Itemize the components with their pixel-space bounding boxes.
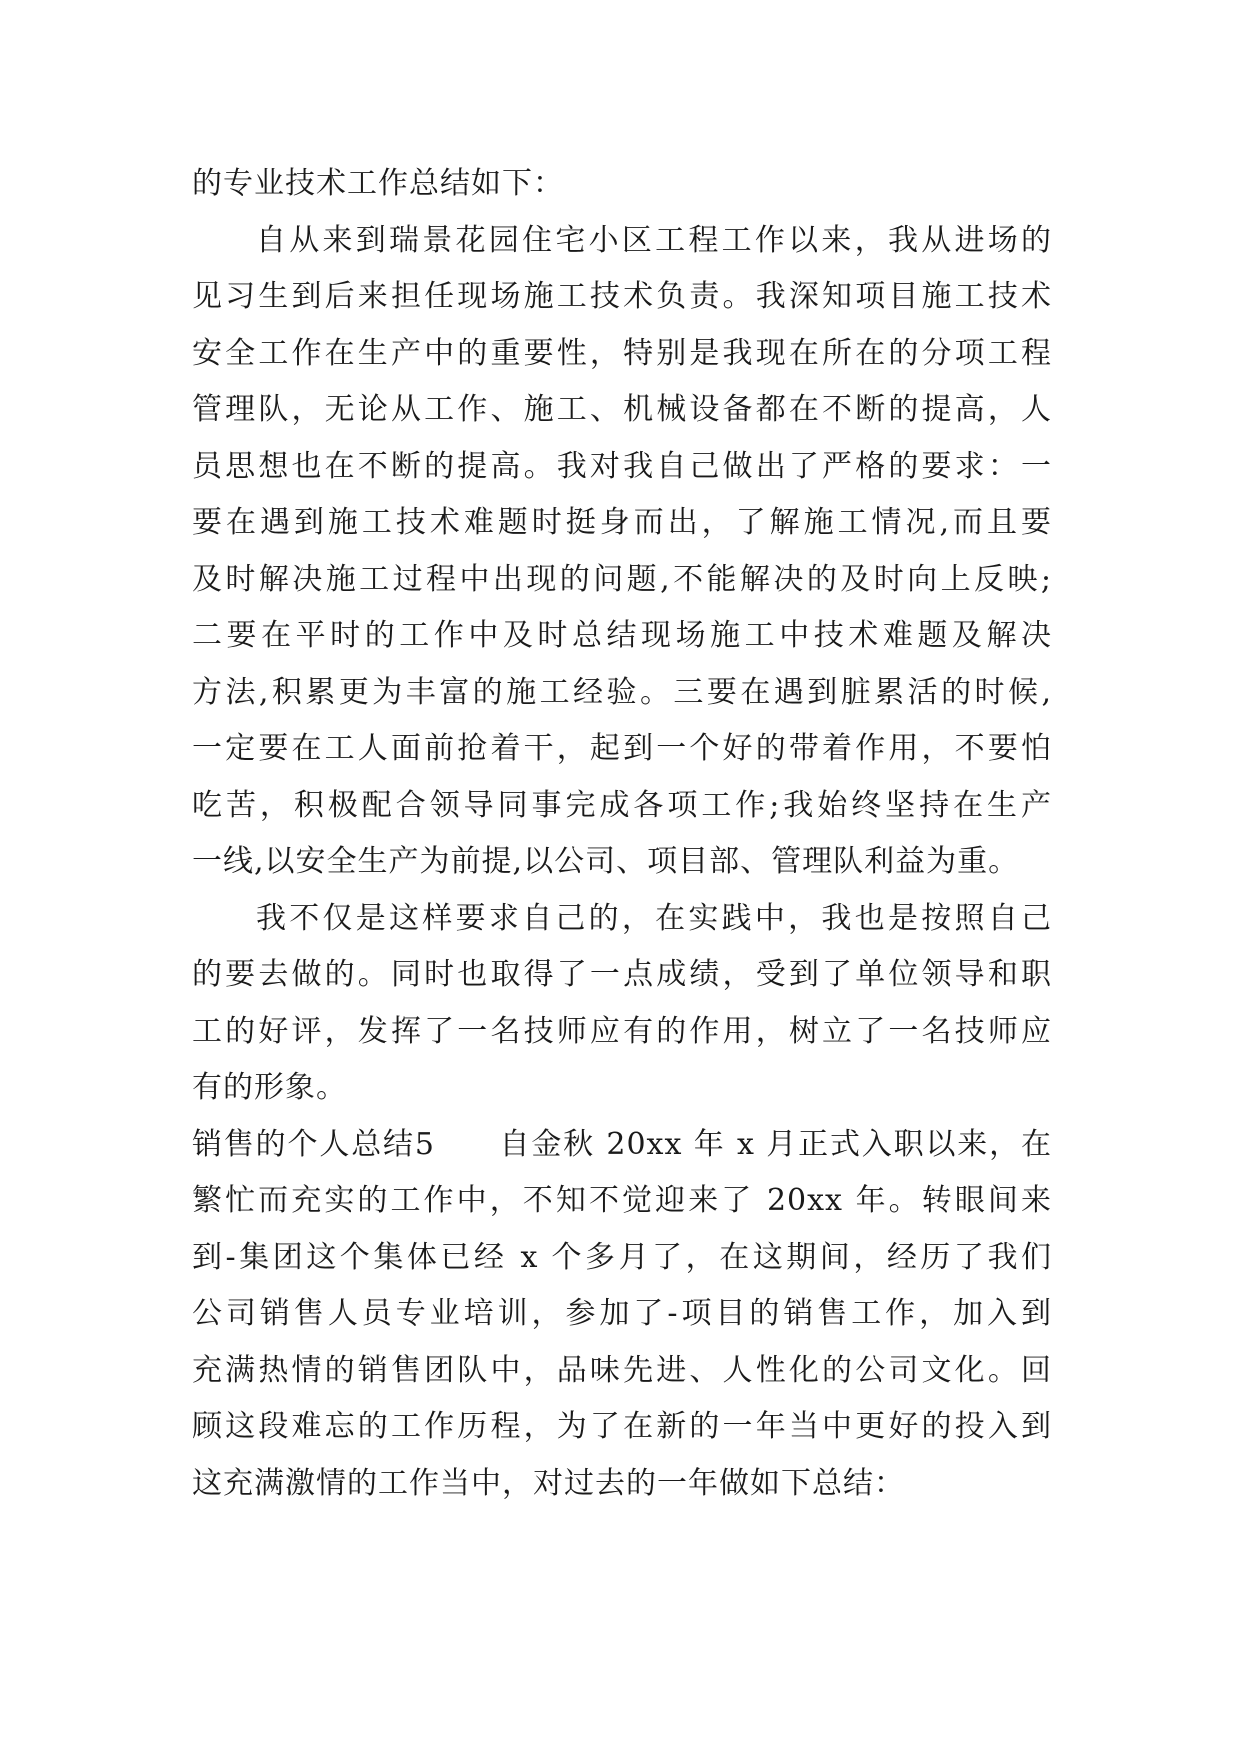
text-line: 方法,积累更为丰富的施工经验。三要在遇到脏累活的时候, [192,674,1052,710]
text-line: 我不仅是这样要求自己的，在实践中，我也是按照自己 [256,900,1052,936]
text-line: 安全工作在生产中的重要性，特别是我现在所在的分项工程 [192,335,1052,371]
text-line: 繁忙而充实的工作中，不知不觉迎来了 20xx 年。转眼间来 [192,1183,1052,1218]
text-line: 工的好评，发挥了一名技师应有的作用，树立了一名技师应 [192,1013,1052,1049]
paragraph [192,891,1052,1117]
document-body [192,156,1052,1512]
paragraph [192,156,1052,213]
text-line: 自从来到瑞景花园住宅小区工程工作以来，我从进场的 [256,222,1052,258]
text-line: 见习生到后来担任现场施工技术负责。我深知项目施工技术 [192,279,1052,314]
text-line: 的要去做的。同时也取得了一点成绩，受到了单位领导和职 [192,957,1052,992]
paragraph [192,1117,1052,1513]
text-line: 公司销售人员专业培训，参加了-项目的销售工作，加入到 [192,1296,1052,1331]
text-line: 销售的个人总结5 自金秋 20xx 年 x 月正式入职以来，在 [192,1126,1052,1162]
text-line: 顾这段难忘的工作历程，为了在新的一年当中更好的投入到 [192,1409,1052,1444]
text-line: 这充满激情的工作当中，对过去的一年做如下总结： [192,1465,905,1501]
text-line: 充满热情的销售团队中，品味先进、人性化的公司文化。回 [192,1352,1052,1388]
text-line: 要在遇到施工技术难题时挺身而出，了解施工情况,而且要 [192,505,1052,540]
text-line: 二要在平时的工作中及时总结现场施工中技术难题及解决 [192,618,1052,653]
paragraph [192,213,1052,891]
text-line: 一定要在工人面前抢着干，起到一个好的带着作用，不要怕 [192,731,1052,766]
text-line: 的专业技术工作总结如下： [192,166,564,201]
text-line: 吃苦，积极配合领导同事完成各项工作;我始终坚持在生产 [192,787,1052,823]
text-line: 员思想也在不断的提高。我对我自己做出了严格的要求：一 [192,448,1052,484]
text-line: 及时解决施工过程中出现的问题,不能解决的及时向上反映; [192,561,1052,597]
text-line: 到-集团这个集体已经 x 个多月了，在这期间，经历了我们 [192,1239,1052,1275]
text-line: 管理队，无论从工作、施工、机械设备都在不断的提高，人 [192,392,1052,427]
text-line: 一线,以安全生产为前提,以公司、项目部、管理队利益为重。 [192,844,1020,879]
text-line: 有的形象。 [192,1070,347,1105]
